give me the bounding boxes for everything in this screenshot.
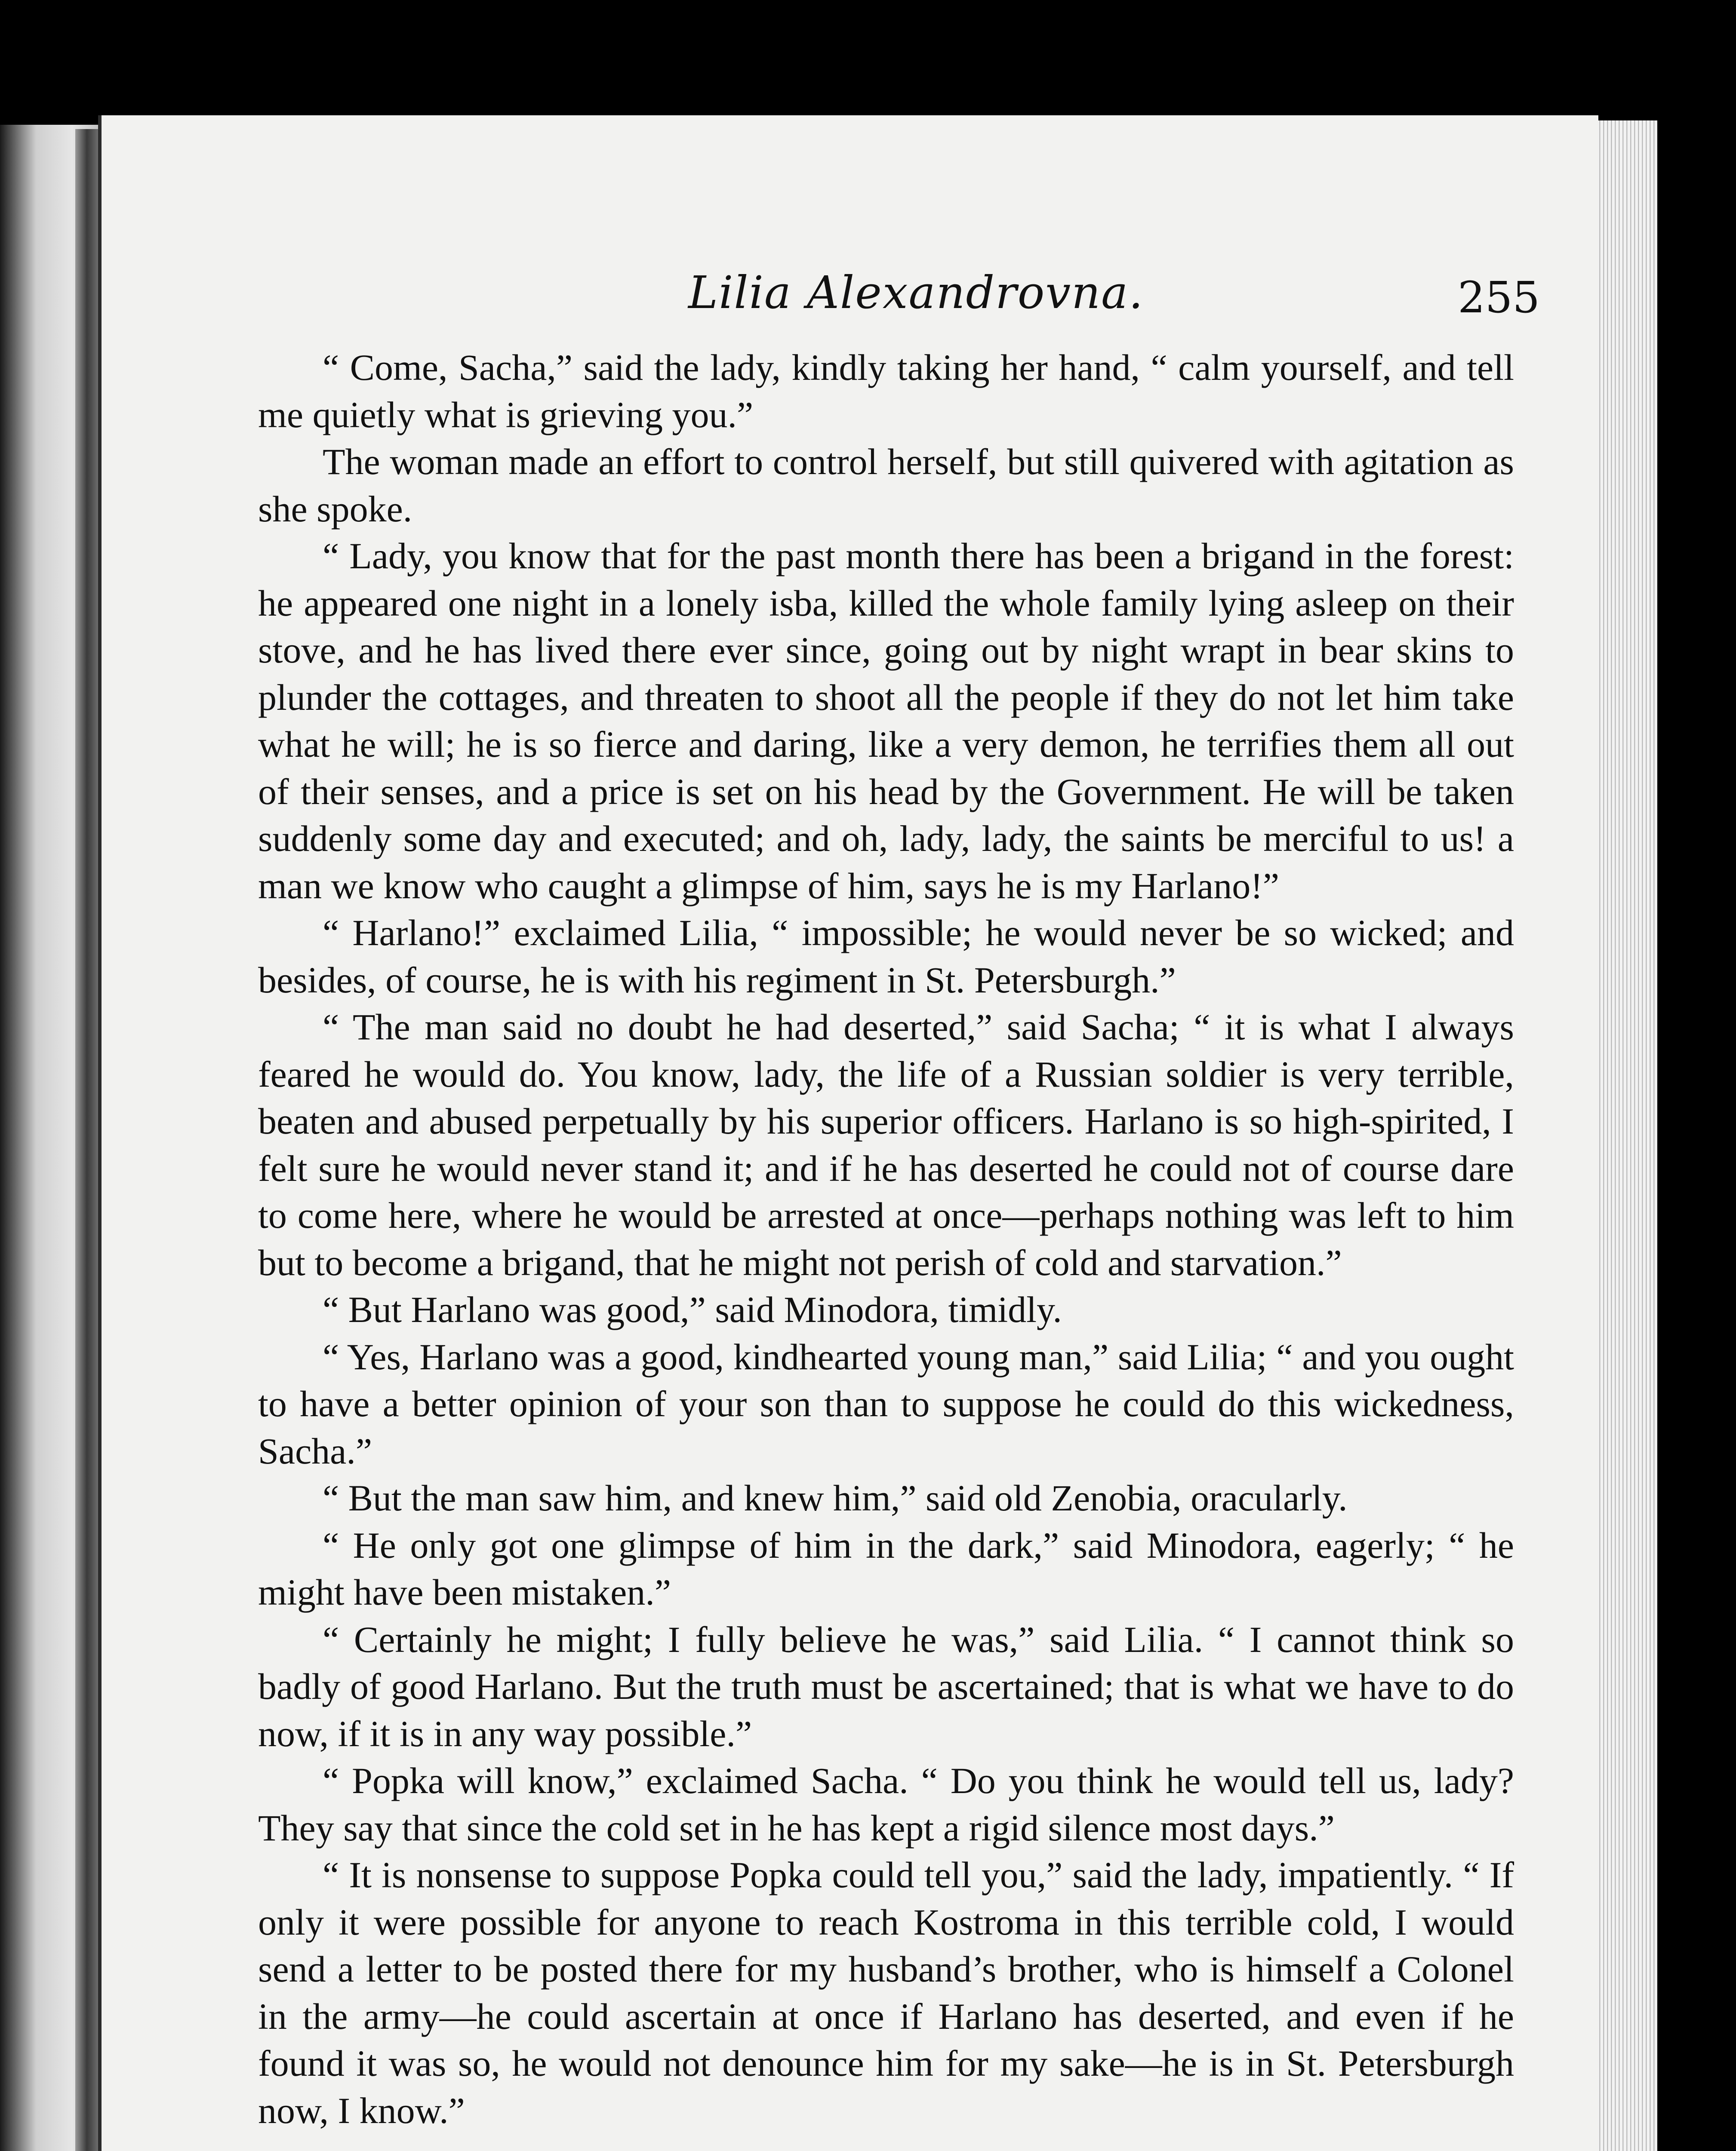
paragraph-11: “ Popka will know,” exclaimed Sacha. “ Do you think he would tell us, lady? They say that since the cold set in he has kept a rigid silence most days.” [258,1760,1514,1849]
book-gutter [75,129,101,2151]
paragraph-12: “ It is nonsense to suppose Popka could tell you,” said the lady, impatiently. “ If only it were possible for anyone to reach Kostroma in this terrible cold, I would send a letter to be posted there for my husband’s brother, who is himself a Colonel in the army—he could ascertain at once if Harlano has deserted, and even if he found it was so, he would not denounce him for my sake—he is in St. Petersburgh now, I know.” [258,1854,1514,2131]
paragraph-3: “ Lady, you know that for the past month there has been a brigand in the forest: he appeared one night in a lonely isba, killed the whole family lying asleep on their stove, and he has lived there ever since, going out by night wrapt in bear skins to plunder the cottages, and threaten to shoot all the people if they do not let him take what he will; he is so fierce and daring, like a very demon, he terrifies them all out of their senses, and a price is set on his head by the Government. He will be taken suddenly some day and executed; and oh, lady, lady, the saints be merciful to us! a man we know who caught a glimpse of him, says he is my Harlano!” [258,535,1514,906]
paragraph-10: “ Certainly he might; I fully believe he was,” said Lilia. “ I cannot think so badly of good Harlano. But the truth must be ascertained; that is what we have to do now, if it is in any way possible.” [258,1618,1514,1754]
page-header [258,258,1540,327]
page-block-edges [1591,120,1657,2151]
paragraph-9: “ He only got one glimpse of him in the dark,” said Minodora, eagerly; “ he might have been mistaken.” [258,1524,1514,1613]
page-number: 255 [1458,272,1540,323]
paragraph-4: “ Harlano!” exclaimed Lilia, “ impossible; he would never be so wicked; and besides, of course, he is with his regiment in St. Petersburgh.” [258,912,1514,1001]
paragraph-1: “ Come, Sacha,” said the lady, kindly taking her hand, “ calm yourself, and tell me quietly what is grieving you.” [258,347,1514,435]
body-text [258,344,1514,2134]
paragraph-8: “ But the man saw him, and knew him,” said old Zenobia, oracularly. [323,1477,1348,1519]
running-head: Lilia Alexandrovna. [688,266,1144,319]
paragraph-2: The woman made an effort to control herself, but still quivered with agitation as she spoke. [258,441,1514,530]
paragraph-5: “ The man said no doubt he had deserted,” said Sacha; “ it is what I always feared he would do. You know, lady, the life of a Russian soldier is very terrible, beaten and abused perpetually by his superior officers. Harlano is so high-spirited, I felt sure he would never stand it; and if he has deserted he could not of course dare to come here, where he would be arrested at once—perhaps nothing was left to him but to become a brigand, that he might not perish of cold and starvation.” [258,1006,1514,1283]
paragraph-7: “ Yes, Harlano was a good, kindhearted young man,” said Lilia; “ and you ought to have a better opinion of your son than to suppose he could do this wickedness, Sacha.” [258,1336,1514,1472]
paragraph-6: “ But Harlano was good,” said Minodora, timidly. [323,1289,1062,1330]
